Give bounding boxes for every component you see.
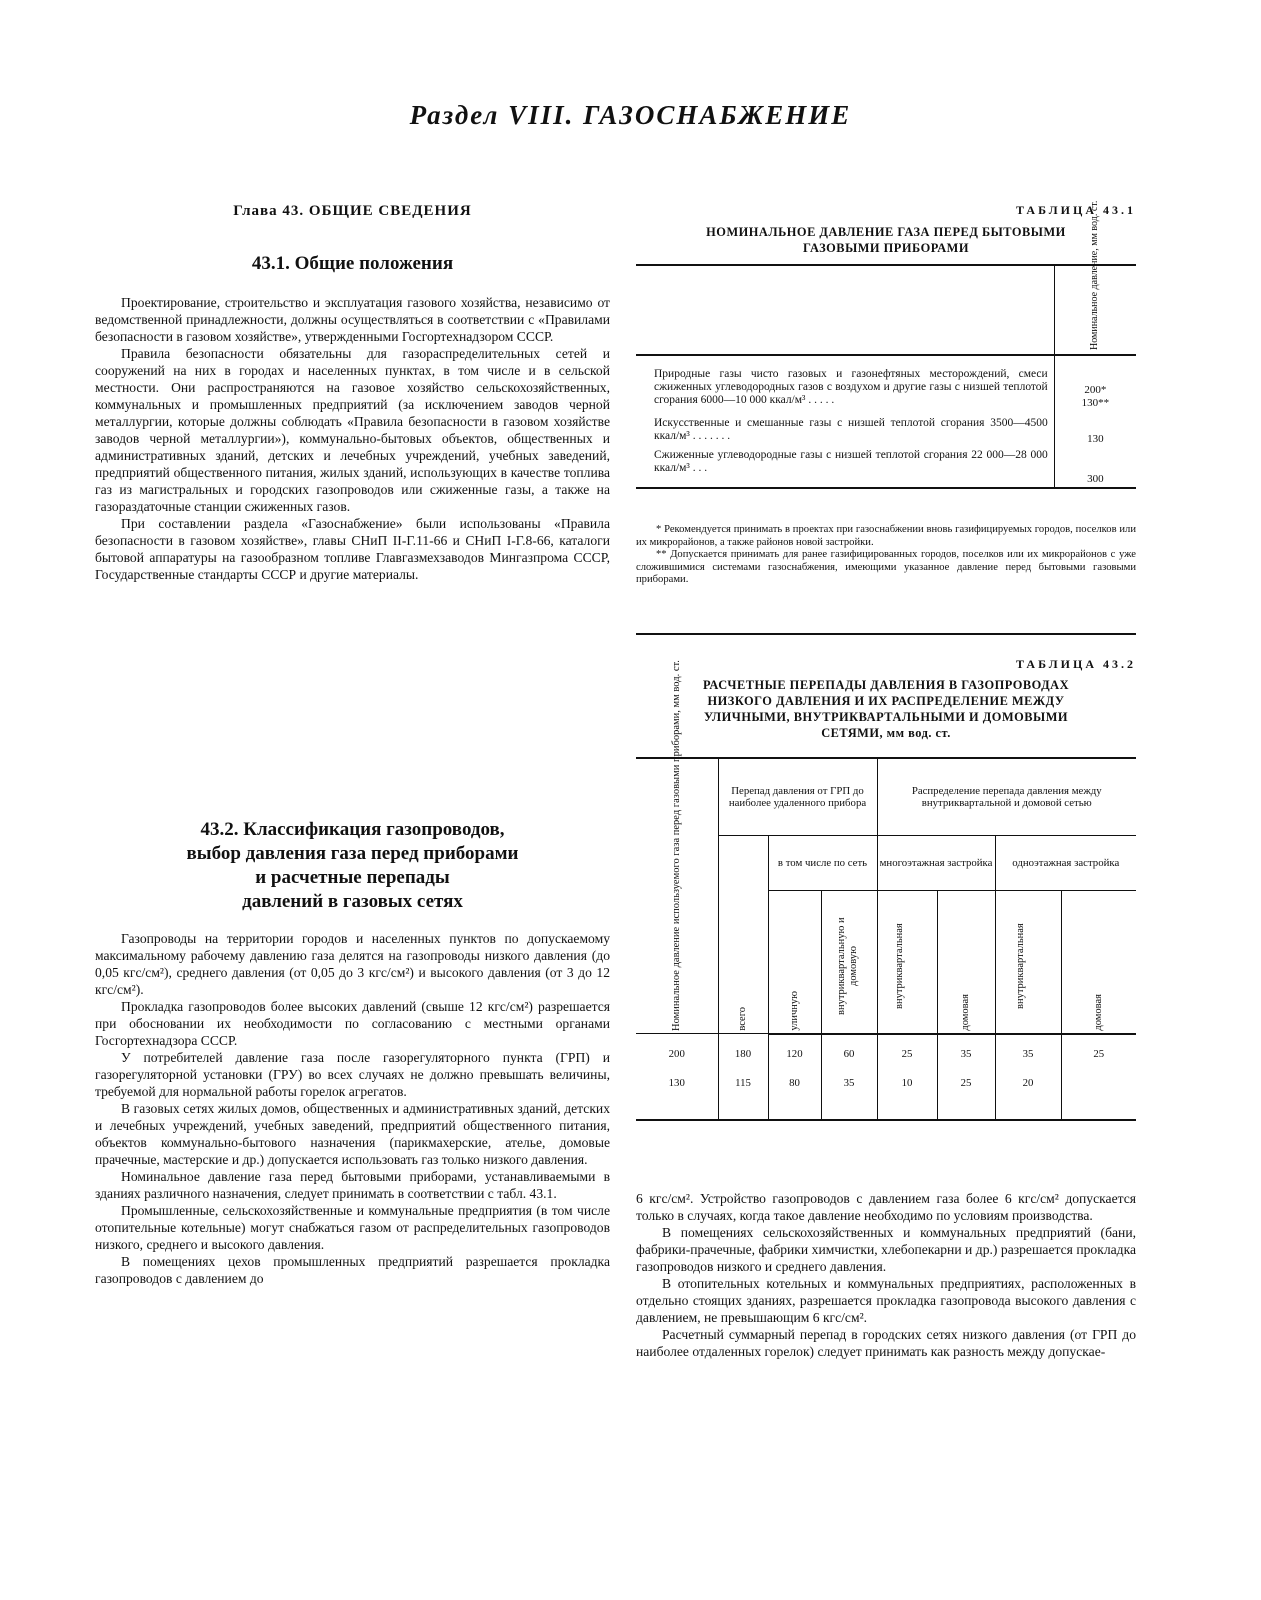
cell: 120 bbox=[768, 1034, 821, 1075]
col-nominal bbox=[636, 660, 718, 1034]
cell bbox=[1061, 1075, 1136, 1120]
row-value: 200* 130** bbox=[1054, 355, 1136, 411]
cell: 35 bbox=[821, 1075, 877, 1120]
table-header-row bbox=[636, 758, 1136, 836]
cell: 200 bbox=[636, 1034, 718, 1075]
col-street-text: уличную bbox=[788, 990, 800, 1031]
cell: 115 bbox=[718, 1075, 768, 1120]
col-drop: Перепад давления от ГРП до наиболее удаленного прибора bbox=[718, 758, 877, 836]
table-row bbox=[636, 447, 1136, 488]
section-43-2-text-continued bbox=[636, 1190, 1136, 1360]
cell: 35 bbox=[995, 1034, 1061, 1075]
col-s-house bbox=[1061, 890, 1136, 1034]
title-line: ГАЗОВЫМИ ПРИБОРАМИ bbox=[802, 241, 970, 255]
row-value: 300 bbox=[1054, 447, 1136, 488]
paragraph: Правила безопасности обязательны для газораспределительных сетей и сооружений на них в городах и населенных пунктах, в том числе и в сельской местности. Они распространяются на газовое хозяйство сельскохозяйственных, коммунальных и промышленных предприятий (за исключением заводов черной металлургии, которые должны соблюдать «Правила безопасности в газовом хозяйстве заводов черной металлургии»), коммунально-бытовых объектов, общественных и административных зданий, детских и лечебных учреждений, учебных заведений, предприятий общественного питания, жилых зданий, использующих в качестве топлива газ из магистральных и городских газопроводов или сжиженные газы, а также на газораздаточные станции сжиженных газов. bbox=[95, 346, 610, 514]
cell: 60 bbox=[821, 1034, 877, 1075]
table-row bbox=[636, 411, 1136, 447]
col-s-intra-text: внутриквартальная bbox=[1015, 922, 1026, 1009]
col-m-intra bbox=[877, 890, 937, 1034]
section-title: Раздел VIII. ГАЗОСНАБЖЕНИЕ bbox=[409, 100, 852, 130]
col-total bbox=[718, 836, 768, 1034]
table-43-1-caption: ТАБЛИЦА 43.1 bbox=[1016, 203, 1136, 217]
paragraph: У потребителей давление газа после газорегуляторного пункта (ГРП) и газорегуляторной установки (ГРУ) во всех случаях не должно превышать величины, требуемой для нормальной работы горелок агрегатов. bbox=[95, 1050, 610, 1099]
heading-line: 43.2. Классификация газопроводов, bbox=[200, 819, 505, 840]
title-line: РАСЧЕТНЫЕ ПЕРЕПАДЫ ДАВЛЕНИЯ В ГАЗОПРОВОДАХ bbox=[702, 678, 1070, 692]
table-row bbox=[636, 1034, 1136, 1075]
cell: 35 bbox=[937, 1034, 995, 1075]
table-43-1-notes bbox=[636, 524, 1136, 587]
col-m-house-text: домовая bbox=[960, 993, 971, 1031]
heading-line: выбор давления газа перед приборами bbox=[186, 843, 519, 864]
cell: 10 bbox=[877, 1075, 937, 1120]
col-total-text: всего bbox=[737, 1007, 748, 1031]
heading-43-1: 43.1. Общие положения bbox=[251, 253, 454, 274]
col-nominal-text: Номинальное давление используемого газа перед газовыми приборами, мм вод. ст. bbox=[670, 660, 682, 1031]
col-s-house-text: домовая bbox=[1092, 993, 1104, 1031]
cell: 180 bbox=[718, 1034, 768, 1075]
footnote: * Рекомендуется принимать в проектах при газоснабжении вновь газифицируемых городов, поселков или их микрорайонов, а также районов новой застройки. bbox=[636, 524, 1136, 548]
col-intra-house-text: внутриквартальную и домовую bbox=[836, 916, 859, 1015]
cell: 80 bbox=[768, 1075, 821, 1120]
col-intra-house bbox=[821, 890, 877, 1034]
paragraph: 6 кгс/см². Устройство газопроводов с давлением газа более 6 кгс/см² допускается только в случаях, когда такое давление необходимо по условиям производства. bbox=[636, 1191, 1136, 1223]
table-header-row bbox=[636, 266, 1136, 355]
table-43-1-title bbox=[636, 224, 1136, 256]
table-corner-cell bbox=[636, 266, 1054, 355]
paragraph: Прокладка газопроводов более высоких давлений (свыше 12 кгс/см²) разрешается при обосновании их необходимости по согласованию с местными органами Госгортехнадзора СССР. bbox=[95, 999, 610, 1048]
row-label: Сжиженные углеводородные газы с низшей теплотой сгорания 22 000—28 000 ккал/м³ . . . bbox=[636, 447, 1054, 488]
col-multistorey: многоэтажная застройка bbox=[877, 836, 995, 891]
title-line: НИЗКОГО ДАВЛЕНИЯ И ИХ РАСПРЕДЕЛЕНИЕ МЕЖДУ bbox=[707, 694, 1065, 708]
col-street bbox=[768, 890, 821, 1034]
table-43-1-bottom-rule bbox=[636, 633, 1136, 635]
row-label: Природные газы чисто газовых и газонефтяных месторождений, смеси сжиженных углеводородных газов с воздухом и другие газы с низшей теплотой сгорания 6000—10 000 ккал/м³ . . . . . bbox=[654, 368, 1048, 406]
title-line: СЕТЯМИ, мм вод. ст. bbox=[821, 726, 951, 740]
col-single-storey: одноэтажная застройка bbox=[995, 836, 1136, 891]
cell: 20 bbox=[995, 1075, 1061, 1120]
paragraph: Расчетный суммарный перепад в городских сетях низкого давления (от ГРП до наиболее отдаленных горелок) следует принимать как разность между допускае- bbox=[636, 1327, 1136, 1359]
table-row bbox=[636, 355, 1136, 411]
paragraph: В отопительных котельных и коммунальных предприятиях, расположенных в отдельно стоящих зданиях, разрешается прокладка газопровода высокого давления с давлением, не превышающим 6 кгс/см². bbox=[636, 1276, 1136, 1325]
paragraph: Номинальное давление газа перед бытовыми приборами, устанавливаемыми в зданиях различного назначения, следует принимать в соответствии с табл. 43.1. bbox=[95, 1169, 610, 1201]
title-line: НОМИНАЛЬНОЕ ДАВЛЕНИЕ ГАЗА ПЕРЕД БЫТОВЫМИ bbox=[706, 225, 1066, 239]
cell: 25 bbox=[1061, 1034, 1136, 1075]
footnote: ** Допускается принимать для ранее газифицированных городов, поселков или их микрорайонов с уже сложившимися системами газоснабжения, имеющими указанное давление перед бытовыми газовыми приборами. bbox=[636, 549, 1136, 586]
col-m-house bbox=[937, 890, 995, 1034]
chapter-title: Глава 43. ОБЩИЕ СВЕДЕНИЯ bbox=[233, 203, 472, 219]
col-header-text: Номинальное давление, мм вод. ст. bbox=[1089, 200, 1101, 350]
paragraph: В газовых сетях жилых домов, общественных и административных зданий, детских и лечебных учреждений, учебных заведений, предприятий общественного питания, объектов коммунально-бытового назначения (парикмахерские, ателье, домовые прачечные, мастерские и др.) допускается использовать газ только низкого давления. bbox=[95, 1101, 610, 1167]
table-43-2-title bbox=[636, 677, 1136, 741]
title-line: УЛИЧНЫМИ, ВНУТРИКВАРТАЛЬНЫМИ И ДОМОВЫМИ bbox=[703, 710, 1069, 724]
cell: 25 bbox=[937, 1075, 995, 1120]
paragraph: Проектирование, строительство и эксплуатация газового хозяйства, независимо от ведомственной принадлежности, должны осуществляться в соответствии с «Правилами безопасности в газовом хозяйстве», утвержденными Госгортехнадзором СССР. bbox=[95, 295, 610, 344]
table-43-2-caption: ТАБЛИЦА 43.2 bbox=[1016, 657, 1136, 671]
row-label: Искусственные и смешанные газы с низшей теплотой сгорания 3500—4500 ккал/м³ . . . . . . . bbox=[654, 417, 1048, 442]
paragraph: Промышленные, сельскохозяйственные и коммунальные предприятия (в том числе отопительные котельные) могут снабжаться газом от распределительных газопроводов низкого, среднего и высокого давления. bbox=[95, 1203, 610, 1252]
cell: 130 bbox=[636, 1075, 718, 1120]
cell: 25 bbox=[877, 1034, 937, 1075]
col-distribution: Распределение перепада давления между внутриквартальной и домовой сетью bbox=[877, 758, 1136, 836]
paragraph: В помещениях сельскохозяйственных и коммунальных предприятий (бани, фабрики-прачечные, фабрики химчистки, хлебопекарни и др.) разрешается прокладка газопроводов низкого и среднего давления. bbox=[636, 1225, 1136, 1274]
heading-line: и расчетные перепады bbox=[255, 867, 450, 888]
heading-line: давлений в газовых сетях bbox=[242, 891, 463, 912]
paragraph: В помещениях цехов промышленных предприятий разрешается прокладка газопроводов с давлением до bbox=[95, 1254, 610, 1286]
heading-43-2 bbox=[95, 818, 610, 914]
section-43-1-text bbox=[95, 294, 610, 583]
section-43-2-text bbox=[95, 930, 610, 1287]
row-value: 130 bbox=[1054, 411, 1136, 447]
paragraph: При составлении раздела «Газоснабжение» были использованы «Правила безопасности в газовом хозяйстве», главы СНиП II-Г.11-66 и СНиП I-Г.8-66, каталоги бытовой аппаратуры на газообразном топливе Главгазмехзаводов Мингазпрома СССР, Государственные стандарты СССР и другие материалы. bbox=[95, 516, 610, 582]
table-row bbox=[636, 1075, 1136, 1120]
col-s-intra bbox=[995, 890, 1061, 1034]
col-including: в том числе по сеть bbox=[768, 836, 877, 891]
paragraph: Газопроводы на территории городов и населенных пунктов по допускаемому максимальному рабочему давлению газа делятся на газопроводы низкого давления (до 0,05 кгс/см²), среднего давления (от 0,05 до 3 кгс/см²) и высокого давления (от 3 до 12 кгс/см²). bbox=[95, 931, 610, 997]
col-m-intra-text: внутриквартальная bbox=[894, 922, 905, 1009]
